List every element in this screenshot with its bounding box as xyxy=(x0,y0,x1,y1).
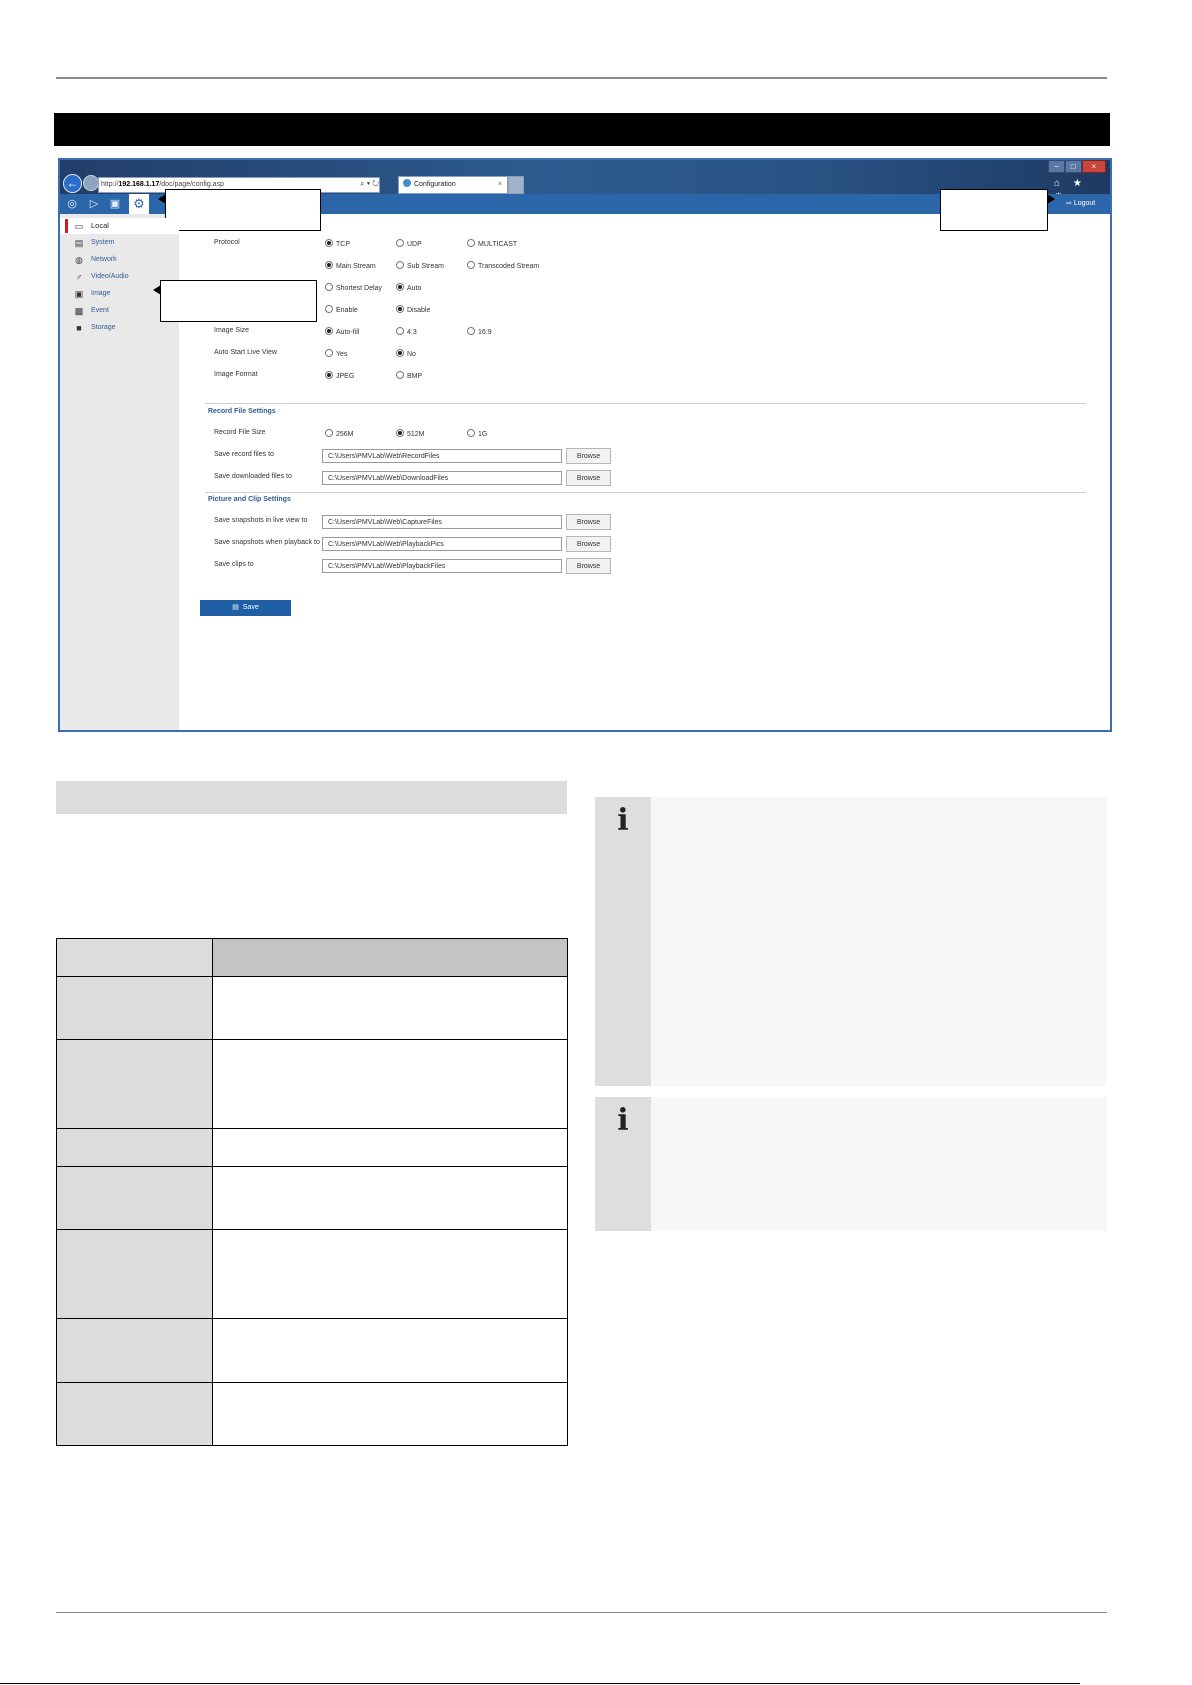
radio-multicast[interactable]: MULTICAST xyxy=(467,239,517,248)
save-icon: ▤ xyxy=(232,604,239,611)
minimize-button[interactable]: − xyxy=(1048,160,1065,173)
save-clips-path-input[interactable]: C:\Users\PMVLab\Web\PlaybackFiles xyxy=(322,559,562,573)
table-cell xyxy=(213,977,568,1040)
radio-no[interactable]: No xyxy=(396,349,416,358)
radio-dot xyxy=(325,305,333,313)
sidebar-item-image[interactable] xyxy=(60,286,179,302)
picture-clip-section-title: Picture and Clip Settings xyxy=(208,496,291,503)
record-file-section-title: Record File Settings xyxy=(208,408,276,415)
radio-dot xyxy=(396,305,404,313)
table-row xyxy=(57,977,568,1040)
table-row xyxy=(57,1167,568,1230)
table-cell xyxy=(57,1167,213,1230)
system-icon: ▤ xyxy=(74,238,84,248)
picture-icon[interactable]: ▣ xyxy=(109,198,121,210)
callout-arrow-icon xyxy=(158,194,166,204)
eye-icon[interactable]: ◎ xyxy=(67,198,77,210)
snap-live-label: Save snapshots in live view to xyxy=(214,517,308,524)
snap-playback-label: Save snapshots when playback to xyxy=(214,539,320,546)
table-cell xyxy=(213,1383,568,1446)
radio-main-stream[interactable]: Main Stream xyxy=(325,261,376,270)
radio-dot xyxy=(325,349,333,357)
section-title-bar xyxy=(54,113,1110,146)
logout-label: Logout xyxy=(1073,200,1096,207)
browse-button[interactable]: Browse xyxy=(566,470,611,486)
back-arrow-icon[interactable]: ← xyxy=(63,174,82,193)
radio-dot xyxy=(467,239,475,247)
save-label: Save xyxy=(242,604,259,611)
sidebar-item-system[interactable] xyxy=(60,235,179,251)
image-size-label: Image Size xyxy=(214,327,250,334)
sidebar-item-video-audio[interactable] xyxy=(60,269,179,285)
radio-dot xyxy=(396,239,404,247)
snap-live-path-input[interactable]: C:\Users\PMVLab\Web\CaptureFiles xyxy=(322,515,562,529)
radio-shortest-delay[interactable]: Shortest Delay xyxy=(325,283,382,292)
table-row xyxy=(57,1230,568,1319)
sidebar-item-local[interactable] xyxy=(60,218,179,234)
radio-yes[interactable]: Yes xyxy=(325,349,347,358)
radio-dot xyxy=(396,349,404,357)
sidebar-item-label: Event xyxy=(91,307,109,314)
callout-box xyxy=(160,280,317,322)
radio-dot xyxy=(467,429,475,437)
radio-enable[interactable]: Enable xyxy=(325,305,358,314)
info-note xyxy=(595,1097,1107,1231)
sidebar-item-label: Storage xyxy=(91,324,116,331)
callout-box xyxy=(165,189,321,231)
sidebar-item-storage[interactable] xyxy=(60,320,179,336)
radio-transcoded-stream[interactable]: Transcoded Stream xyxy=(467,261,539,270)
radio-disable[interactable]: Disable xyxy=(396,305,430,314)
save-download-label: Save downloaded files to xyxy=(214,473,292,480)
logout-button[interactable]: ⇨ Logout xyxy=(1066,200,1096,207)
browse-button[interactable]: Browse xyxy=(566,558,611,574)
radio-tcp[interactable]: TCP xyxy=(325,239,350,248)
page-bottom-rule xyxy=(0,1683,1080,1684)
radio-dot xyxy=(325,327,333,335)
radio-dot xyxy=(396,371,404,379)
table-row xyxy=(57,1319,568,1383)
storage-icon: ■ xyxy=(76,323,82,333)
sidebar-item-label: Network xyxy=(91,256,117,263)
browse-button[interactable]: Browse xyxy=(566,514,611,530)
table-cell xyxy=(57,1319,213,1383)
table-cell xyxy=(213,1319,568,1383)
auto-start-label: Auto Start Live View xyxy=(214,349,277,356)
table-header-row xyxy=(57,939,568,977)
table-row xyxy=(57,1129,568,1167)
subsection-heading-band xyxy=(56,781,567,814)
radio-dot xyxy=(467,261,475,269)
table-cell xyxy=(213,1040,568,1129)
address-prefix: http:// xyxy=(100,181,119,188)
radio-1g[interactable]: 1G xyxy=(467,429,487,438)
play-icon[interactable]: ▷ xyxy=(89,198,99,210)
image-icon: ▣ xyxy=(74,289,84,299)
radio-4-3[interactable]: 4:3 xyxy=(396,327,417,336)
table-cell xyxy=(57,1040,213,1129)
radio-dot xyxy=(325,239,333,247)
callout-arrow-icon xyxy=(1047,194,1055,204)
microphone-icon: ♂ xyxy=(75,272,83,282)
address-path: /doc/page/config.asp xyxy=(159,181,224,188)
browser-toolbar-icons[interactable]: ⌂ ★ xyxy=(1054,178,1087,189)
callout-box xyxy=(940,189,1048,231)
maximize-button[interactable]: □ xyxy=(1065,160,1082,173)
snap-playback-path-input[interactable]: C:\Users\PMVLab\Web\PlaybackPics xyxy=(322,537,562,551)
sidebar-item-label: Image xyxy=(91,290,111,297)
radio-dot xyxy=(467,327,475,335)
table-row xyxy=(57,1040,568,1129)
image-format-label: Image Format xyxy=(214,371,258,378)
radio-dot xyxy=(396,261,404,269)
event-icon: ▩ xyxy=(74,306,84,316)
monitor-icon: ▭ xyxy=(74,221,84,231)
table-header-cell xyxy=(57,939,213,977)
radio-sub-stream[interactable]: Sub Stream xyxy=(396,261,444,270)
sidebar-item-label: Video/Audio xyxy=(91,273,129,280)
radio-auto[interactable]: Auto xyxy=(396,283,421,292)
sidebar-item-label: System xyxy=(91,239,115,246)
tab-close-icon[interactable]: × xyxy=(497,181,502,188)
table-cell xyxy=(213,1129,568,1167)
sidebar-item-event[interactable] xyxy=(60,303,179,319)
address-ip: 192.168.1.17 xyxy=(118,181,160,188)
sidebar-item-network[interactable] xyxy=(60,252,179,268)
table-header-cell xyxy=(213,939,568,977)
radio-dot xyxy=(325,429,333,437)
record-file-size-label: Record File Size xyxy=(214,429,266,436)
network-icon: ◍ xyxy=(75,255,83,265)
address-controls[interactable]: ⌕ ▾ ↻ xyxy=(360,179,380,188)
browser-tab[interactable] xyxy=(398,176,508,194)
ie-favicon-icon xyxy=(403,179,411,187)
radio-udp[interactable]: UDP xyxy=(396,239,422,248)
radio-dot xyxy=(325,371,333,379)
table-cell xyxy=(213,1167,568,1230)
info-note-bar xyxy=(595,797,651,1086)
forward-arrow-icon[interactable] xyxy=(83,175,99,191)
save-button[interactable] xyxy=(200,600,291,616)
table-cell xyxy=(57,977,213,1040)
radio-dot xyxy=(396,283,404,291)
header-rule xyxy=(56,77,1107,79)
info-icon: i xyxy=(617,1103,629,1138)
table-cell xyxy=(57,1230,213,1319)
info-note xyxy=(595,797,1107,1086)
parameter-table xyxy=(56,938,568,1446)
section-divider xyxy=(205,403,1086,404)
gear-icon[interactable]: ⚙ xyxy=(129,194,149,214)
browse-button[interactable]: Browse xyxy=(566,448,611,464)
radio-256m[interactable]: 256M xyxy=(325,429,354,438)
table-cell xyxy=(57,1383,213,1446)
radio-dot xyxy=(325,283,333,291)
radio-512m[interactable]: 512M xyxy=(396,429,425,438)
save-record-path-input[interactable]: C:\Users\PMVLab\Web\RecordFiles xyxy=(322,449,562,463)
radio-auto-fill[interactable]: Auto-fill xyxy=(325,327,359,336)
protocol-label: Protocol xyxy=(214,239,240,246)
config-screenshot xyxy=(58,158,1112,732)
table-row xyxy=(57,1383,568,1446)
radio-16-9[interactable]: 16:9 xyxy=(467,327,492,336)
save-download-path-input[interactable]: C:\Users\PMVLab\Web\DownloadFiles xyxy=(322,471,562,485)
radio-dot xyxy=(325,261,333,269)
new-tab-button[interactable] xyxy=(508,176,524,194)
footer-rule xyxy=(56,1612,1107,1613)
info-icon: i xyxy=(617,803,629,838)
browse-button[interactable]: Browse xyxy=(566,536,611,552)
save-clips-label: Save clips to xyxy=(214,561,254,568)
close-window-button[interactable]: × xyxy=(1082,160,1106,173)
tab-title: Configuration xyxy=(414,181,456,188)
radio-bmp[interactable]: BMP xyxy=(396,371,422,380)
section-divider xyxy=(205,492,1086,493)
radio-dot xyxy=(396,327,404,335)
radio-jpeg[interactable]: JPEG xyxy=(325,371,354,380)
table-cell xyxy=(213,1230,568,1319)
radio-dot xyxy=(396,429,404,437)
window-controls xyxy=(1048,160,1106,171)
sidebar-item-label: Local xyxy=(91,221,109,230)
save-record-label: Save record files to xyxy=(214,451,274,458)
table-cell xyxy=(57,1129,213,1167)
